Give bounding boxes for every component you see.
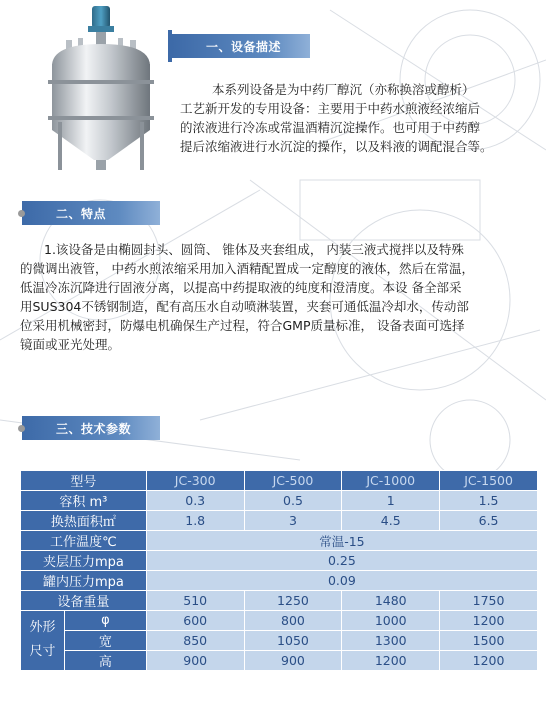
- features-line: 的微调出液管， 中药水煎浓缩采用加入酒精配置成一定醇度的液体，然后在常温，: [20, 261, 474, 276]
- row-label: 换热面积㎡: [21, 511, 147, 531]
- cell: 850: [146, 630, 244, 650]
- dimension-group-label-1: 外形: [29, 620, 56, 636]
- dimension-label: 宽: [64, 630, 146, 650]
- cell: 510: [146, 591, 244, 611]
- description-text: [180, 80, 540, 156]
- features-line: 位采用机械密封，防爆电机确保生产过程，符合GMP质量标准， 设备表面可选择: [20, 318, 465, 333]
- features-line: 用SUS304不锈钢制造，配有高压水自动喷淋装置，夹套可通低温冷却水，传动部: [20, 299, 469, 314]
- description-line: 工艺新开发的专用设备：主要用于中药水煎液经浓缩后: [180, 101, 481, 116]
- features-line: 1.该设备是由椭圆封头、圆筒、 锥体及夹套组成， 内装三液式搅拌以及特殊: [44, 242, 464, 257]
- table-row: [21, 591, 538, 611]
- dimension-label: 高: [64, 650, 146, 670]
- dimension-label: φ: [64, 611, 146, 631]
- cell: 1000: [342, 611, 440, 631]
- spec-table: [20, 470, 538, 671]
- cell: 1.8: [146, 511, 244, 531]
- header-model: JC-1500: [440, 471, 538, 491]
- table-row: [21, 611, 538, 631]
- cell: 1300: [342, 630, 440, 650]
- section-title: 二、特点: [56, 207, 107, 221]
- cell: 3: [244, 511, 342, 531]
- merged-cell: 常温-15: [146, 531, 537, 551]
- cell: 4.5: [342, 511, 440, 531]
- cell: 1200: [440, 650, 538, 670]
- cell: 0.5: [244, 491, 342, 511]
- table-row: [21, 571, 538, 591]
- cell: 1: [342, 491, 440, 511]
- features-text: [20, 240, 540, 354]
- cell: 1200: [440, 611, 538, 631]
- table-row: [21, 531, 538, 551]
- header-model: JC-1000: [342, 471, 440, 491]
- cell: 1480: [342, 591, 440, 611]
- row-label: 罐内压力mpa: [21, 571, 147, 591]
- table-row: [21, 630, 538, 650]
- row-label: 夹层压力mpa: [21, 551, 147, 571]
- section-header-specs: [22, 416, 160, 440]
- row-label: 容积 m³: [21, 491, 147, 511]
- description-line: 提后浓缩液进行水沉淀的操作，以及料液的调配混合等。: [180, 139, 493, 154]
- section-title: 一、设备描述: [206, 40, 282, 54]
- cell: 900: [244, 650, 342, 670]
- section-title: 三、技术参数: [56, 422, 132, 436]
- merged-cell: 0.09: [146, 571, 537, 591]
- table-header-row: [21, 471, 538, 491]
- row-label: 设备重量: [21, 591, 147, 611]
- bullet-dot: [18, 210, 25, 217]
- section-header-description: [172, 34, 310, 58]
- header-model: JC-500: [244, 471, 342, 491]
- cell: 1200: [342, 650, 440, 670]
- table-row: [21, 491, 538, 511]
- dimension-group-label-2: 尺寸: [29, 644, 56, 660]
- table-row: [21, 551, 538, 571]
- description-line: 本系列设备是为中药厂醇沉（亦称换溶或醇析）: [212, 82, 475, 97]
- row-label: 工作温度℃: [21, 531, 147, 551]
- header-model: JC-300: [146, 471, 244, 491]
- cell: 0.3: [146, 491, 244, 511]
- description-line: 的浓液进行冷冻或常温酒精沉淀操作。也可用于中药醇: [180, 120, 481, 135]
- header-model-label: 型号: [21, 471, 147, 491]
- features-line: 低温冷冻沉降进行固液分离，以提高中药提取液的纯度和澄清度。本设 备全部采: [20, 280, 462, 295]
- cell: 6.5: [440, 511, 538, 531]
- section-header-features: [22, 201, 160, 225]
- cell: 900: [146, 650, 244, 670]
- cell: 1250: [244, 591, 342, 611]
- table-row: [21, 511, 538, 531]
- bullet-dot: [18, 425, 25, 432]
- dimension-group-label: [21, 611, 65, 671]
- cell: 600: [146, 611, 244, 631]
- merged-cell: 0.25: [146, 551, 537, 571]
- features-line: 镜面或亚光处理。: [20, 337, 121, 352]
- cell: 1050: [244, 630, 342, 650]
- table-row: [21, 650, 538, 670]
- cell: 1750: [440, 591, 538, 611]
- cell: 1.5: [440, 491, 538, 511]
- cell: 800: [244, 611, 342, 631]
- product-image: [38, 4, 162, 172]
- cell: 1500: [440, 630, 538, 650]
